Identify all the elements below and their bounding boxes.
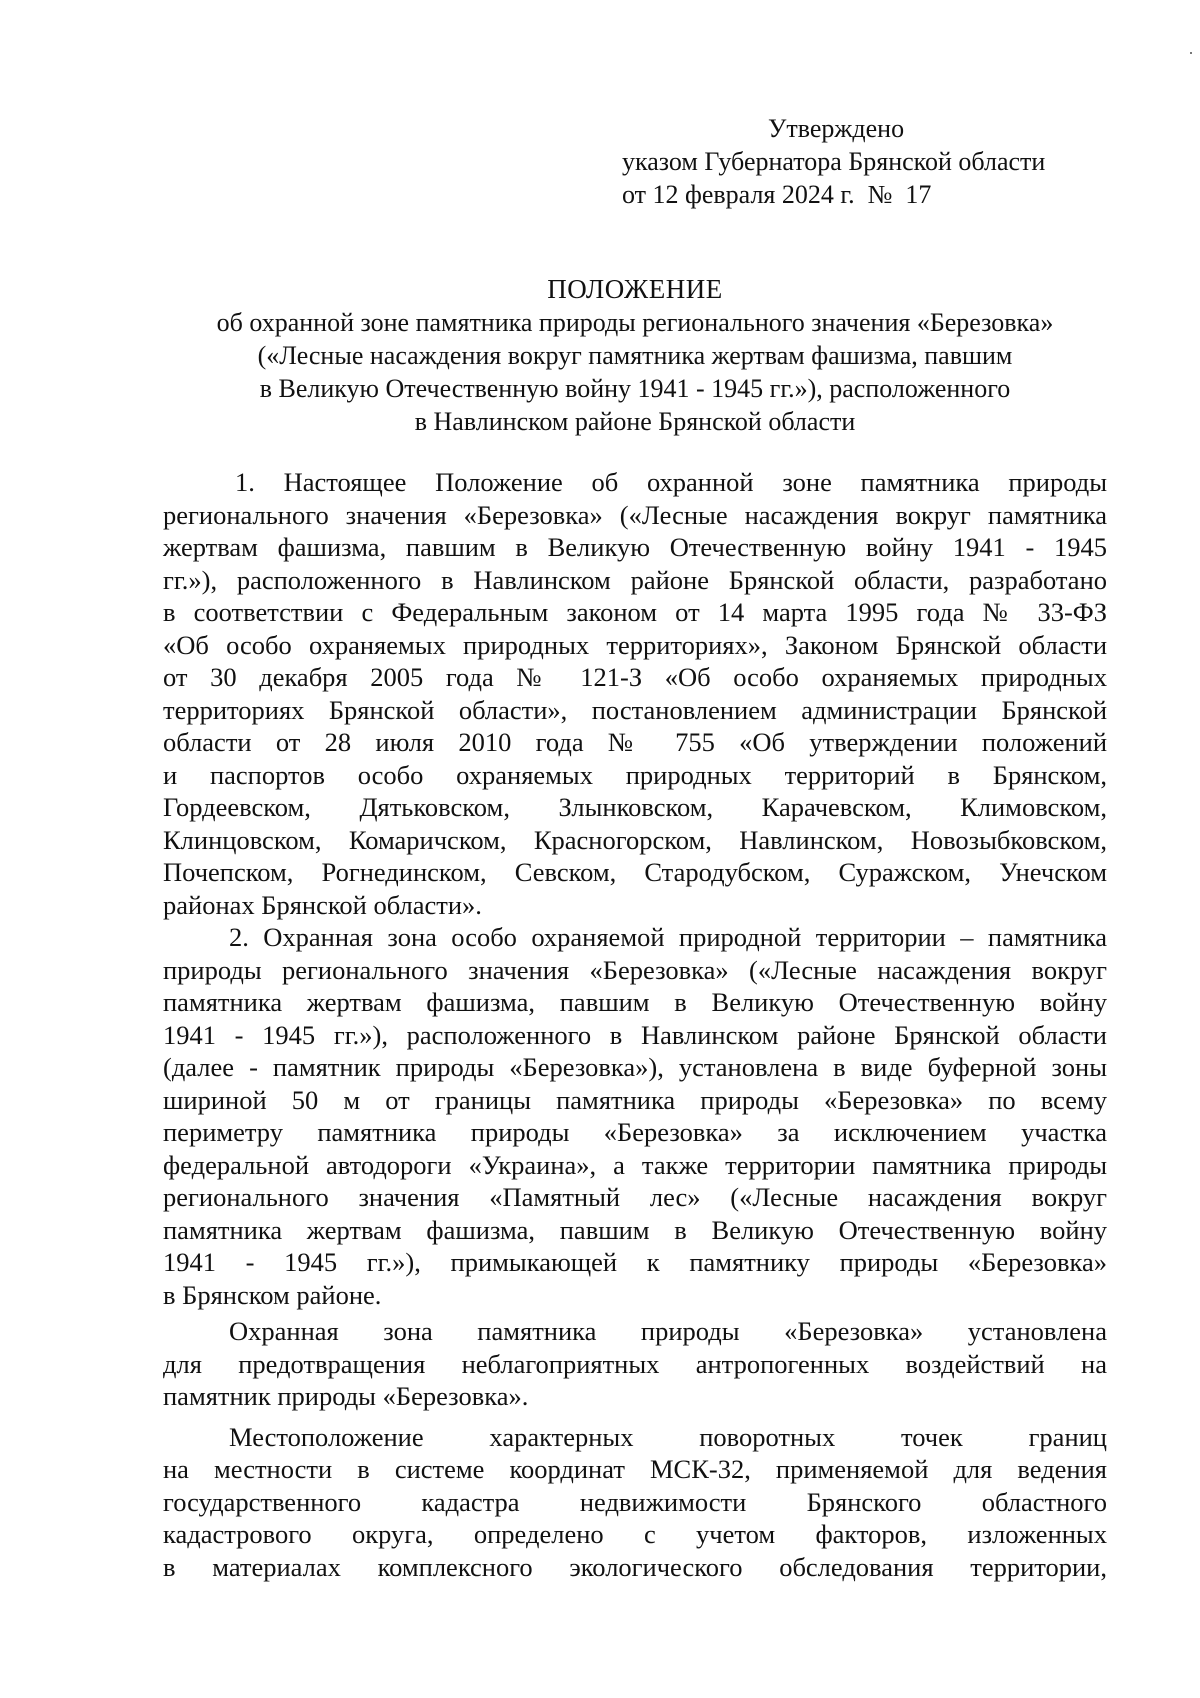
title-subline: об охранной зоне памятника природы регионального значения «Березовка» <box>216 308 1054 337</box>
paragraph-1-line: области от 28 июля 2010 года № 755 «Об утверждении положений <box>163 727 1107 757</box>
paragraph-1-line: жертвам фашизма, павшим в Великую Отечественную войну 1941 - 1945 <box>163 532 1107 562</box>
paragraph-1-line: территориях Брянской области», постановлением администрации Брянской <box>163 694 1107 725</box>
paragraph-4-line: на местности в системе координат МСК-32, применяемой для ведения <box>163 1454 1107 1484</box>
paragraph-1-line: в соответствии с Федеральным законом от 14 марта 1995 года № 33-ФЗ <box>163 597 1107 627</box>
title-subline: в Великую Отечественную войну 1941 - 1945 гг.»), расположенного <box>259 374 1011 403</box>
paragraph-4-line: государственного кадастра недвижимости Брянского областного <box>163 1486 1107 1517</box>
paragraph-2-line: памятника жертвам фашизма, павшим в Великую Отечественную войну <box>163 987 1107 1017</box>
paragraph-2-line: памятника жертвам фашизма, павшим в Великую Отечественную войну <box>163 1214 1107 1245</box>
paragraph-1-line: Гордеевском, Дятьковском, Злынковском, Карачевском, Климовском, <box>163 792 1107 822</box>
document-body <box>163 466 1107 1583</box>
paragraph-2-line: 1941 - 1945 гг.»), примыкающей к памятнику природы «Березовка» <box>163 1247 1107 1277</box>
paragraph-2-line: федеральной автодороги «Украина», а также территории памятника природы <box>163 1149 1107 1180</box>
approval-line-approved: Утверждено <box>768 114 905 143</box>
document-title-block <box>160 273 1110 438</box>
paragraph-3-line: для предотвращения неблагоприятных антропогенных воздействий на <box>163 1348 1107 1379</box>
paragraph-1-line: Почепском, Рогнединском, Севском, Стародубском, Суражском, Унечском <box>163 857 1107 887</box>
paragraph-1-line: районах Брянской области». <box>163 889 482 920</box>
paragraph-2-line: регионального значения «Памятный лес» («Лесные насаждения вокруг <box>163 1182 1107 1212</box>
paragraph-3-line: Охранная зона памятника природы «Березовка» установлена <box>229 1316 1107 1346</box>
approval-line-decree: указом Губернатора Брянской области <box>622 147 1046 176</box>
paragraph-1-line: «Об особо охраняемых природных территориях», Законом Брянской области <box>163 629 1107 660</box>
paragraph-2-line: периметру памятника природы «Березовка» за исключением участка <box>163 1117 1107 1147</box>
paragraph-2-line: в Брянском районе. <box>163 1279 382 1310</box>
paragraph-1-line: регионального значения «Березовка» («Лесные насаждения вокруг памятника <box>163 499 1107 530</box>
scan-speck <box>1190 52 1192 54</box>
title-subline: в Навлинском районе Брянской области <box>414 407 856 436</box>
paragraph-1-line: 1. Настоящее Положение об охранной зоне памятника природы <box>235 467 1107 497</box>
paragraph-1-line: Клинцовском, Комаричском, Красногорском, Навлинском, Новозыбковском, <box>163 824 1107 855</box>
approval-stamp <box>622 112 1045 211</box>
paragraph-2-line: 1941 - 1945 гг.»), расположенного в Навлинском районе Брянской области <box>163 1019 1107 1050</box>
document-title: ПОЛОЖЕНИЕ <box>547 274 723 304</box>
paragraph-1-line: и паспортов особо охраняемых природных территорий в Брянском, <box>163 759 1107 790</box>
paragraph-4-line: в материалах комплексного экологического обследования территории, <box>163 1551 1107 1582</box>
paragraph-2-line: шириной 50 м от границы памятника природы «Березовка» по всему <box>163 1084 1107 1115</box>
paragraph-2-line: (далее - памятник природы «Березовка»), установлена в виде буферной зоны <box>163 1052 1107 1082</box>
paragraph-4-line: Местоположение характерных поворотных точек границ <box>229 1421 1107 1452</box>
paragraph-2-line: 2. Охранная зона особо охраняемой природной территории – памятника <box>229 922 1107 952</box>
title-subline: («Лесные насаждения вокруг памятника жертвам фашизма, павшим <box>257 341 1013 370</box>
approval-line-date-number: от 12 февраля 2024 г. № 17 <box>622 180 932 209</box>
paragraph-2-line: природы регионального значения «Березовка» («Лесные насаждения вокруг <box>163 954 1107 985</box>
paragraph-4-line: кадастрового округа, определено с учетом факторов, изложенных <box>163 1519 1107 1549</box>
paragraph-1-line: гг.»), расположенного в Навлинском районе Брянской области, разработано <box>163 564 1107 595</box>
paragraph-3-line: памятник природы «Березовка». <box>163 1381 529 1411</box>
paragraph-1-line: от 30 декабря 2005 года № 121-З «Об особо охраняемых природных <box>163 662 1107 692</box>
